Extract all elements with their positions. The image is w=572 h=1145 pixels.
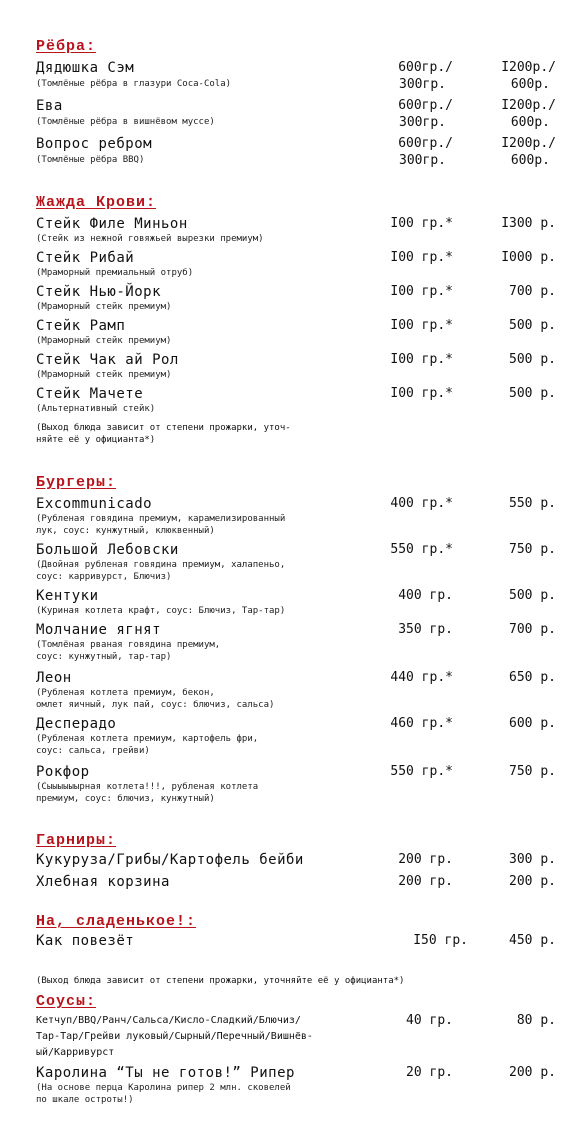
- item-desc: (Томлёные рёбра в глазури Coca-Cola): [36, 79, 232, 89]
- item-weight: I00 гр.*: [390, 386, 453, 401]
- section-ribs: [36, 38, 556, 173]
- item-name: Стейк Мачете: [36, 386, 144, 402]
- item-desc: (Томлёные рёбра BBQ): [36, 155, 145, 165]
- item-desc: (Рубленая говядина премиум, карамелизированный лук, соус: кунжутный, клюквенный): [36, 514, 286, 536]
- item-price: I200р./: [501, 136, 556, 151]
- item-price-half: 600р.: [510, 77, 550, 92]
- item-name: Стейк Нью-Йорк: [36, 284, 162, 300]
- section-title: Рёбра:: [36, 38, 97, 55]
- item-price: 500 р.: [509, 386, 556, 401]
- item-name: Вопрос ребром: [36, 136, 153, 152]
- item-name: Десперадо: [36, 716, 117, 732]
- item-desc: (Куриная котлета крафт, соус: Блючиз, Тар-тар): [36, 606, 286, 616]
- item-desc: (На основе перца Каролина рипер 2 млн. сковелей по шкале остроты!): [36, 1083, 291, 1105]
- item-weight: 200 гр.: [398, 852, 453, 867]
- item-price: 200 р.: [509, 1065, 556, 1080]
- item-name: Дядюшка Сэм: [36, 60, 135, 76]
- item-weight: 400 гр.*: [390, 496, 453, 511]
- item-price-half: 600р.: [510, 153, 550, 168]
- item-price: 750 р.: [509, 542, 556, 557]
- item-desc: (Мраморный премиальный отруб): [36, 268, 194, 278]
- item-weight: 550 гр.*: [390, 542, 453, 557]
- item-price: 300 р.: [509, 852, 556, 867]
- item-name: Стейк Рамп: [36, 318, 126, 334]
- item-price: 500 р.: [509, 588, 556, 603]
- item-weight: I00 гр.*: [390, 352, 453, 367]
- section-sides: [36, 832, 556, 892]
- item-price-half: 600р.: [510, 115, 550, 130]
- section-title: Гарниры:: [36, 832, 117, 849]
- section-sweets: [36, 913, 556, 986]
- item-weight: 440 гр.*: [390, 670, 453, 685]
- section-burgers: [36, 474, 556, 814]
- item-weight: I00 гр.*: [390, 216, 453, 231]
- item-name: Стейк Рибай: [36, 250, 135, 266]
- item-weight: 400 гр.: [398, 588, 453, 603]
- item-price: I300 р.: [501, 216, 556, 231]
- item-price: 200 р.: [509, 874, 556, 889]
- item-desc: (Рубленая котлета премиум, картофель фри, соус: сальса, грейви): [36, 734, 259, 756]
- item-weight-half: 300гр.: [399, 153, 446, 168]
- item-name: Кентуки: [36, 588, 99, 604]
- item-name: Рокфор: [36, 764, 90, 780]
- item-weight: 40 гр.: [406, 1013, 453, 1028]
- item-weight: I00 гр.*: [390, 250, 453, 265]
- item-weight: I00 гр.*: [390, 284, 453, 299]
- section-title: На, сладенькое!:: [36, 913, 197, 930]
- item-price: 700 р.: [509, 622, 556, 637]
- item-name: Стейк Чак ай Рол: [36, 352, 179, 368]
- section-title: Соусы:: [36, 993, 97, 1010]
- item-desc: (Альтернативный стейк): [36, 404, 156, 414]
- item-weight: 20 гр.: [406, 1065, 453, 1080]
- item-name: Хлебная корзина: [36, 874, 170, 890]
- item-price: 500 р.: [509, 352, 556, 367]
- item-name: Большой Лебовски: [36, 542, 179, 558]
- item-price: 650 р.: [509, 670, 556, 685]
- item-weight: 460 гр.*: [390, 716, 453, 731]
- item-name: Кукуруза/Грибы/Картофель бейби: [36, 852, 304, 868]
- item-desc: (Мраморный стейк премиум): [36, 370, 172, 380]
- item-price: 450 р.: [509, 933, 556, 948]
- item-price: 600 р.: [509, 716, 556, 731]
- item-desc: (Стейк из нежной говяжьей вырезки премиум): [36, 234, 264, 244]
- item-name: Ева: [36, 98, 63, 114]
- item-price: 80 р.: [516, 1013, 556, 1028]
- item-desc: (Томлёная рваная говядина премиум, соус: кунжутный, тар-тар): [36, 640, 221, 662]
- item-weight: 600гр./: [398, 136, 453, 151]
- item-weight: I00 гр.*: [390, 318, 453, 333]
- item-price: 550 р.: [509, 496, 556, 511]
- item-desc: (Мраморный стейк премиум): [36, 302, 172, 312]
- item-name: Как повезёт: [36, 933, 135, 949]
- item-desc: (Двойная рубленая говядина премиум, халапеньо, соус: карривурст, Блючиз): [36, 560, 286, 582]
- item-weight: 200 гр.: [398, 874, 453, 889]
- item-weight: 600гр./: [398, 60, 453, 75]
- item-price: 700 р.: [509, 284, 556, 299]
- sauce-list: Кетчуп/BBQ/Ранч/Сальса/Кисло-Сладкий/Блючиз/ Тар-Тар/Грейви луковый/Сырный/Перечный/Вишнёв- ый/Карривурст: [36, 1015, 313, 1058]
- item-desc: (Сыыыыыырная котлета!!!, рубленая котлета премиум, соус: блючиз, кунжутный): [36, 782, 259, 804]
- serving-note: (Выход блюда зависит от степени прожарки, уточняйте её у официанта*): [36, 976, 405, 986]
- item-price: 750 р.: [509, 764, 556, 779]
- item-weight: 600гр./: [398, 98, 453, 113]
- item-name: Стейк Филе Миньон: [36, 216, 188, 232]
- item-price: I200р./: [501, 60, 556, 75]
- serving-note: (Выход блюда зависит от степени прожарки, уточ- няйте её у официанта*): [36, 423, 291, 445]
- item-weight: 350 гр.: [398, 622, 453, 637]
- section-title: Жажда Крови:: [36, 194, 157, 211]
- item-name: Каролина “Ты не готов!” Рипер: [36, 1065, 295, 1081]
- item-price: 500 р.: [509, 318, 556, 333]
- section-title: Бургеры:: [36, 474, 117, 491]
- item-weight-half: 300гр.: [399, 77, 446, 92]
- section-steaks: [36, 194, 556, 454]
- item-weight: 550 гр.*: [390, 764, 453, 779]
- item-desc: (Томлёные рёбра в вишнёвом муссе): [36, 117, 215, 127]
- item-weight: I50 гр.: [413, 933, 468, 948]
- item-price: I200р./: [501, 98, 556, 113]
- section-sauces: [36, 993, 556, 1118]
- item-name: Excommunicado: [36, 496, 153, 512]
- item-name: Леон: [36, 670, 72, 686]
- item-desc: (Рубленая котлета премиум, бекон, омлет яичный, лук пай, соус: блючиз, сальса): [36, 688, 275, 710]
- item-name: Молчание ягнят: [36, 622, 162, 638]
- item-weight-half: 300гр.: [399, 115, 446, 130]
- item-desc: (Мраморный стейк премиум): [36, 336, 172, 346]
- item-price: I000 р.: [501, 250, 556, 265]
